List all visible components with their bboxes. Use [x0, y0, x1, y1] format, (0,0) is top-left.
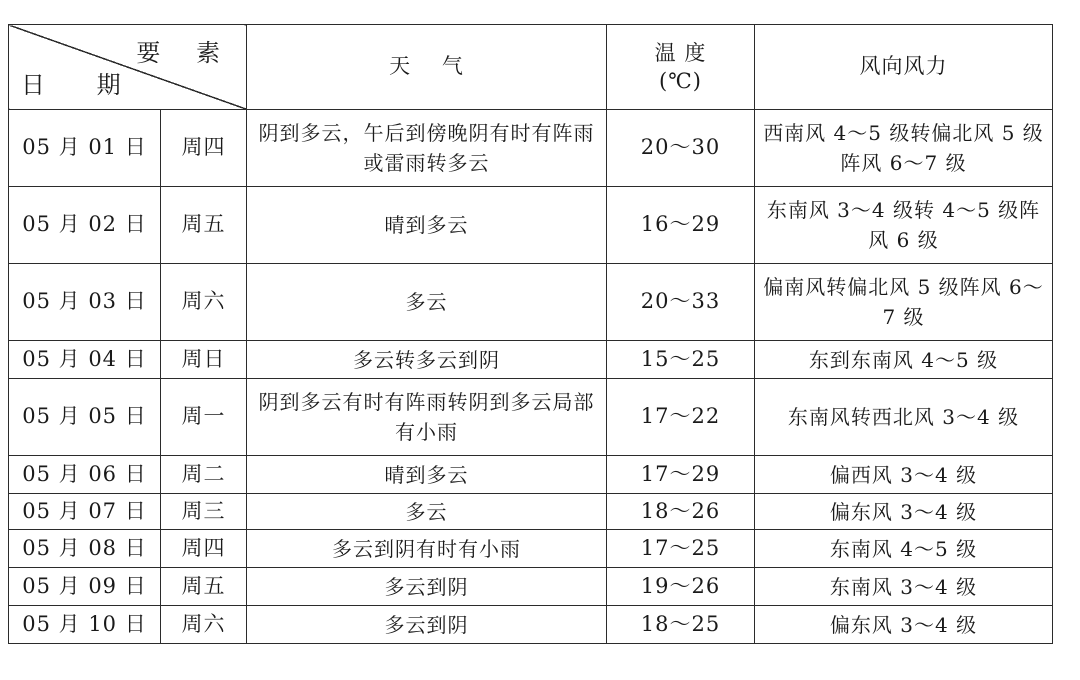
date-cell: 05 月 05 日 [9, 379, 161, 456]
date-cell: 05 月 02 日 [9, 187, 161, 264]
wind-header: 风向风力 [755, 25, 1053, 110]
weather-cell: 多云到阴 [247, 568, 607, 606]
temperature-header-unit: (℃) [659, 69, 702, 93]
wind-cell: 东南风 3～4 级 [755, 568, 1053, 606]
table-row [9, 494, 1053, 530]
weekday-cell: 周五 [161, 187, 247, 264]
forecast-table [8, 24, 1053, 644]
temperature-cell: 20～30 [607, 110, 755, 187]
temperature-cell: 18～26 [607, 494, 755, 530]
table-row [9, 187, 1053, 264]
weather-cell: 多云 [247, 494, 607, 530]
weather-header: 天 气 [247, 25, 607, 110]
date-cell: 05 月 10 日 [9, 606, 161, 644]
wind-cell: 东南风 4～5 级 [755, 530, 1053, 568]
wind-cell: 偏东风 3～4 级 [755, 606, 1053, 644]
weather-cell: 晴到多云 [247, 187, 607, 264]
weekday-cell: 周六 [161, 264, 247, 341]
weather-cell: 阴到多云，午后到傍晚阴有时有阵雨或雷雨转多云 [247, 110, 607, 187]
table-row [9, 530, 1053, 568]
corner-element-label: 要 素 [136, 39, 234, 67]
temperature-cell: 17～22 [607, 379, 755, 456]
table-header-row [9, 25, 1053, 110]
weather-cell: 阴到多云有时有阵雨转阴到多云局部有小雨 [247, 379, 607, 456]
wind-cell: 西南风 4～5 级转偏北风 5 级阵风 6～7 级 [755, 110, 1053, 187]
wind-cell: 东南风转西北风 3～4 级 [755, 379, 1053, 456]
date-cell: 05 月 08 日 [9, 530, 161, 568]
table-row [9, 110, 1053, 187]
temperature-cell: 18～25 [607, 606, 755, 644]
weekday-cell: 周三 [161, 494, 247, 530]
wind-cell: 偏东风 3～4 级 [755, 494, 1053, 530]
table-row [9, 341, 1053, 379]
weather-cell: 晴到多云 [247, 456, 607, 494]
weekday-cell: 周四 [161, 110, 247, 187]
corner-date-label: 日 期 [21, 71, 143, 99]
temperature-cell: 20～33 [607, 264, 755, 341]
table-row [9, 379, 1053, 456]
wind-cell: 东南风 3～4 级转 4～5 级阵风 6 级 [755, 187, 1053, 264]
temperature-cell: 16～29 [607, 187, 755, 264]
temperature-header [607, 25, 755, 110]
table-row [9, 264, 1053, 341]
weather-cell: 多云 [247, 264, 607, 341]
table-row [9, 606, 1053, 644]
weekday-cell: 周一 [161, 379, 247, 456]
weekday-cell: 周日 [161, 341, 247, 379]
date-cell: 05 月 06 日 [9, 456, 161, 494]
wind-cell: 偏南风转偏北风 5 级阵风 6～7 级 [755, 264, 1053, 341]
date-cell: 05 月 03 日 [9, 264, 161, 341]
weekday-cell: 周四 [161, 530, 247, 568]
temperature-cell: 15～25 [607, 341, 755, 379]
wind-cell: 偏西风 3～4 级 [755, 456, 1053, 494]
date-cell: 05 月 01 日 [9, 110, 161, 187]
date-cell: 05 月 07 日 [9, 494, 161, 530]
weekday-cell: 周二 [161, 456, 247, 494]
table-row [9, 456, 1053, 494]
weekday-cell: 周六 [161, 606, 247, 644]
temperature-cell: 17～29 [607, 456, 755, 494]
weather-cell: 多云到阴有时有小雨 [247, 530, 607, 568]
temperature-header-line1: 温 度 [654, 40, 707, 65]
temperature-cell: 17～25 [607, 530, 755, 568]
temperature-cell: 19～26 [607, 568, 755, 606]
weather-cell: 多云转多云到阴 [247, 341, 607, 379]
corner-header-cell [9, 25, 247, 110]
date-cell: 05 月 09 日 [9, 568, 161, 606]
weekday-cell: 周五 [161, 568, 247, 606]
table-row [9, 568, 1053, 606]
table-body [9, 110, 1053, 644]
weather-cell: 多云到阴 [247, 606, 607, 644]
wind-cell: 东到东南风 4～5 级 [755, 341, 1053, 379]
date-cell: 05 月 04 日 [9, 341, 161, 379]
